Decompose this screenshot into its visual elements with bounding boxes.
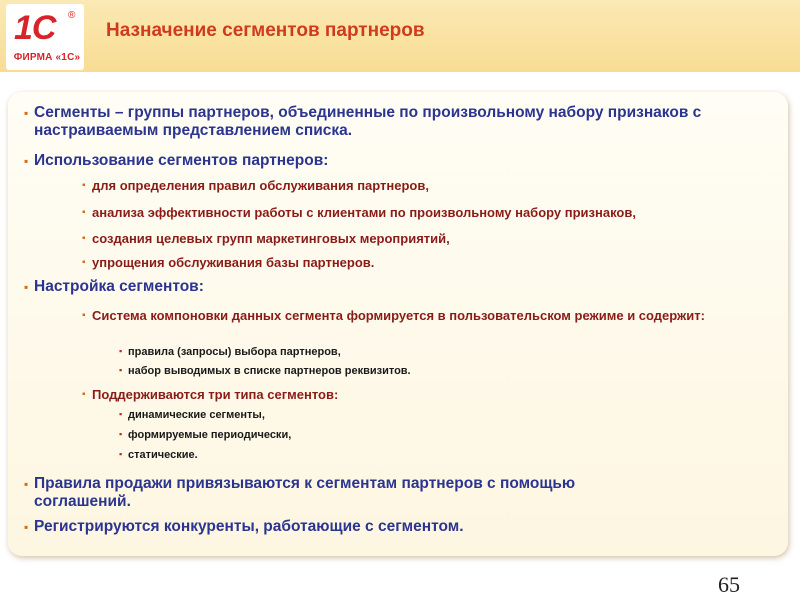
- sub-bullet-item: [82, 387, 742, 402]
- sub-sub-bullet-icon: ▪: [119, 365, 123, 375]
- sub-sub-bullet-text: статические.: [128, 449, 198, 461]
- sub-bullet-text: для определения правил обслуживания партнеров,: [92, 178, 429, 193]
- sub-bullet-item: [82, 255, 752, 270]
- sub-sub-bullet-item: [119, 346, 728, 359]
- bullet-text: Регистрируются конкуренты, работающие с сегментом.: [34, 518, 464, 535]
- bullet-text: Сегменты – группы партнеров, объединенные по произвольному набору признаков с настраиваемым представлением списка.: [34, 104, 702, 139]
- bullet-icon: ▪: [24, 106, 29, 120]
- page-number: 65: [718, 572, 740, 597]
- sub-sub-bullet-item: [119, 409, 728, 422]
- sub-bullet-text: анализа эффективности работы с клиентами по произвольному набору признаков,: [92, 205, 636, 220]
- logo-mark: 1С: [14, 9, 56, 47]
- sub-bullet-icon: ▪: [82, 389, 86, 400]
- bullet-icon: ▪: [24, 520, 29, 534]
- sub-sub-bullet-text: набор выводимых в списке партнеров реквизитов.: [128, 365, 411, 377]
- sub-sub-bullet-item: [119, 365, 728, 378]
- bullet-item: [24, 475, 674, 511]
- company-logo: [6, 4, 84, 70]
- bullet-text: Правила продажи привязываются к сегментам партнеров с помощью соглашений.: [34, 475, 576, 510]
- sub-bullet-text: создания целевых групп маркетинговых мероприятий,: [92, 231, 450, 246]
- bullet-icon: ▪: [24, 477, 29, 491]
- bullet-item: [24, 152, 724, 170]
- sub-sub-bullet-text: правила (запросы) выбора партнеров,: [128, 346, 341, 358]
- sub-bullet-text: упрощения обслуживания базы партнеров.: [92, 255, 375, 270]
- logo-registered-mark: ®: [68, 10, 76, 21]
- bullet-item: [24, 278, 724, 296]
- bullet-icon: ▪: [24, 154, 29, 168]
- sub-sub-bullet-icon: ▪: [119, 346, 123, 356]
- slide-title: Назначение сегментов партнеров: [106, 20, 425, 41]
- sub-bullet-item: [82, 178, 752, 193]
- sub-sub-bullet-icon: ▪: [119, 429, 123, 439]
- sub-bullet-icon: ▪: [82, 207, 86, 218]
- sub-bullet-icon: ▪: [82, 180, 86, 191]
- bullet-text: Настройка сегментов:: [34, 278, 204, 295]
- sub-bullet-icon: ▪: [82, 233, 86, 244]
- sub-bullet-item: [82, 231, 752, 246]
- sub-bullet-text: Система компоновки данных сегмента формируется в пользовательском режиме и содержит:: [92, 308, 705, 323]
- sub-sub-bullet-icon: ▪: [119, 409, 123, 419]
- bullet-item: [24, 518, 724, 536]
- bullet-text: Использование сегментов партнеров:: [34, 152, 329, 169]
- sub-bullet-item: [82, 308, 742, 323]
- logo-text: ФИРМА «1С»: [13, 52, 81, 63]
- bullet-icon: ▪: [24, 280, 29, 294]
- sub-bullet-text: Поддерживаются три типа сегментов:: [92, 387, 339, 402]
- sub-sub-bullet-text: динамические сегменты,: [128, 409, 265, 421]
- sub-bullet-item: [82, 205, 752, 220]
- sub-sub-bullet-icon: ▪: [119, 449, 123, 459]
- sub-bullet-icon: ▪: [82, 257, 86, 268]
- sub-sub-bullet-text: формируемые периодически,: [128, 429, 292, 441]
- bullet-item: [24, 104, 724, 140]
- sub-bullet-icon: ▪: [82, 310, 86, 321]
- sub-sub-bullet-item: [119, 449, 728, 462]
- sub-sub-bullet-item: [119, 429, 728, 442]
